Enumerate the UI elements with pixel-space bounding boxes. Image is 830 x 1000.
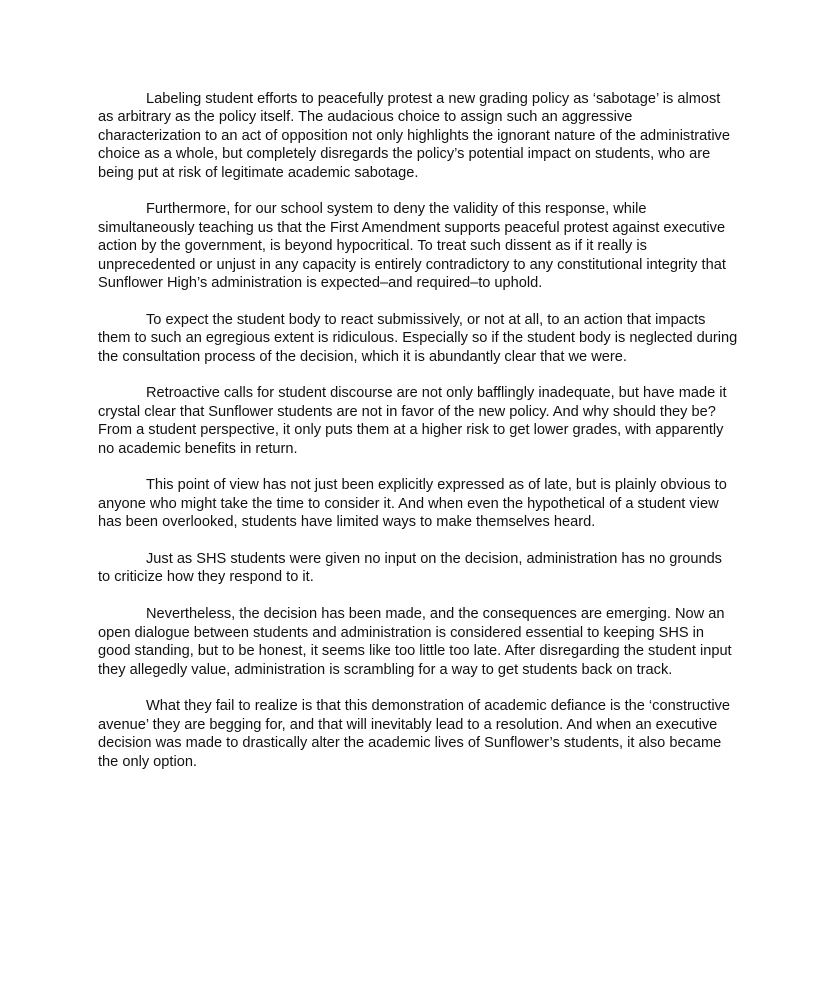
paragraph-4: Retroactive calls for student discourse are not only bafflingly inadequate, but have made it crystal clear that Sunflower students are not in favor of the new policy. And why should they be? From a student perspective, it only puts them at a higher risk to get lower grades, with apparently no academic benefits in return. bbox=[98, 385, 727, 457]
paragraph-1: Labeling student efforts to peacefully protest a new grading policy as ‘sabotage’ is almost as arbitrary as the policy itself. The audacious choice to assign such an aggressive characterization to an act of opposition not only highlights the ignorant nature of the administrative choice as a whole, but completely disregards the policy’s potential impact on students, who are being put at risk of legitimate academic sabotage. bbox=[98, 91, 730, 181]
paragraph-3: To expect the student body to react submissively, or not at all, to an action that impacts them to such an egregious extent is ridiculous. Especially so if the student body is neglected during the consultation process of the decision, which it is abundantly clear that we were. bbox=[98, 311, 738, 365]
paragraph-8: What they fail to realize is that this demonstration of academic defiance is the ‘constructive avenue’ they are begging for, and that will inevitably lead to a resolution. And when an executive decision was made to drastically alter the academic lives of Sunflower’s students, it also became the only option. bbox=[98, 698, 731, 770]
document-body bbox=[98, 90, 738, 789]
paragraph-7: Nevertheless, the decision has been made, and the consequences are emerging. Now an open dialogue between students and administration is considered essential to keeping SHS in good standing, but to be honest, it seems like too little too late. After disregarding the student input they allegedly value, administration is scrambling for a way to get students back on track. bbox=[98, 606, 732, 678]
paragraph-5: This point of view has not just been explicitly expressed as of late, but is plainly obvious to anyone who might take the time to consider it. And when even the hypothetical of a student view has been overlooked, students have limited ways to make themselves heard. bbox=[98, 477, 727, 531]
paragraph-6: Just as SHS students were given no input on the decision, administration has no grounds to criticize how they respond to it. bbox=[98, 551, 722, 586]
paragraph-2: Furthermore, for our school system to deny the validity of this response, while simultaneously teaching us that the First Amendment supports peaceful protest against executive action by the government, is beyond hypocritical. To treat such dissent as if it really is unprecedented or unjust in any capacity is entirely contradictory to any constitutional integrity that Sunflower High’s administration is expected–and required–to uphold. bbox=[98, 201, 726, 292]
